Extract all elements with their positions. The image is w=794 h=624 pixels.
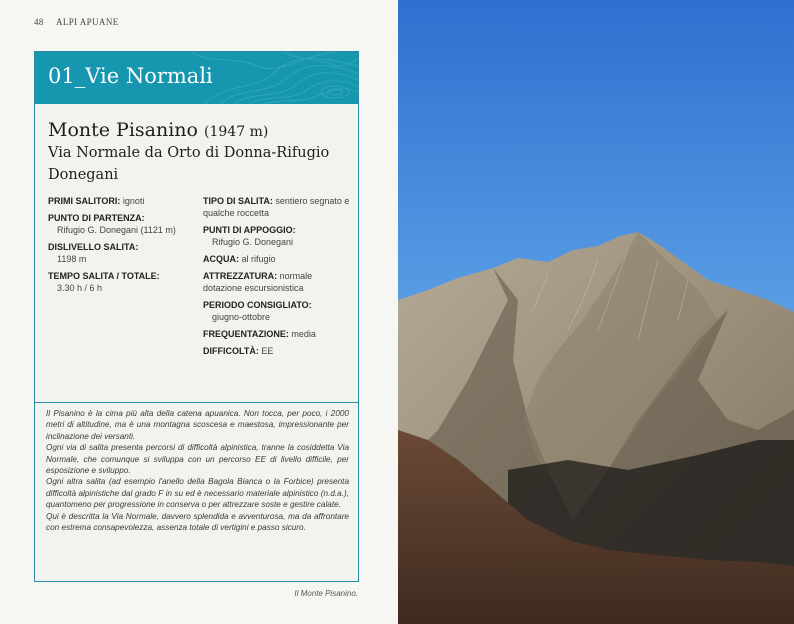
- detail-time: [48, 270, 193, 294]
- intro-paragraph: Ogni via di salita presenta percorsi di difficoltà alpinistica, tranne la cosiddetta Via Normale, che comunque si sviluppa con un percorso EE di livello difficile, per esposizione e sviluppo.: [46, 443, 349, 476]
- route-title: [48, 119, 268, 141]
- detail-label: PUNTO DI PARTENZA:: [48, 213, 145, 223]
- detail-value: EE: [261, 346, 274, 356]
- detail-value: ignoti: [122, 196, 145, 206]
- details-right: [203, 195, 353, 362]
- detail-label: TIPO DI SALITA:: [203, 196, 273, 206]
- mountain-photo: [398, 0, 794, 624]
- detail-label: TEMPO SALITA / TOTALE:: [48, 271, 160, 281]
- detail-label: DIFFICOLTÀ:: [203, 346, 259, 356]
- intro-paragraph: Ogni altra salita (ad esempio l'anello della Bagola Bianca o la Forbice) presenta difficoltà alpinistiche dal grado F in su ed è necessario materiale alpinistico (n.d.a.), quantomeno per progressione in conserva o per attrezzare soste e gestire calate.: [46, 477, 349, 510]
- intro-paragraph: Qui è descritta la Via Normale, davvero splendida e avventurosa, ma da affrontare con estrema consapevolezza, assenza totale di vertigini e passo sicuro.: [46, 511, 349, 533]
- detail-value: giugno-ottobre: [212, 312, 271, 322]
- detail-label: ATTREZZATURA:: [203, 271, 278, 281]
- running-head: [34, 17, 119, 27]
- route-subtitle: Via Normale da Orto di Donna-Rifugio Donegani: [48, 145, 330, 183]
- detail-label: PRIMI SALITORI:: [48, 196, 121, 206]
- page-number: 48: [34, 17, 44, 27]
- detail-value: Rifugio G. Donegani (1121 m): [57, 225, 176, 235]
- detail-first-ascent: [48, 195, 193, 207]
- mountain-name: Monte Pisanino: [48, 119, 198, 141]
- route-info-box: [34, 51, 359, 582]
- detail-label: FREQUENTAZIONE:: [203, 329, 289, 339]
- detail-difficulty: [203, 345, 353, 357]
- detail-water: [203, 253, 353, 265]
- detail-value: sentiero segnato e qualche roccetta: [203, 196, 350, 218]
- section-title: 01_Vie Normali: [48, 64, 213, 88]
- detail-label: ACQUA:: [203, 254, 239, 264]
- section-band: [35, 52, 358, 104]
- intro-paragraph: Il Pisanino è la cima più alta della catena apuanica. Non tocca, per poco, i 2000 metri di altitudine, ma è una montagna scoscesa e maestosa, impressionante per inclinazione dei versanti.: [46, 409, 349, 441]
- running-title: ALPI APUANE: [55, 17, 119, 27]
- detail-value: normale dotazione escursionistica: [203, 271, 313, 293]
- detail-label: PUNTI DI APPOGGIO:: [203, 225, 296, 235]
- detail-season: [203, 299, 353, 323]
- detail-value: 1198 m: [57, 254, 87, 264]
- intro-text: [46, 408, 349, 533]
- detail-value: media: [291, 329, 316, 339]
- box-divider: [35, 402, 358, 403]
- mountain-elevation: (1947 m): [204, 124, 269, 140]
- detail-value: 3.30 h / 6 h: [57, 283, 103, 293]
- detail-value: Rifugio G. Donegani: [212, 237, 294, 247]
- detail-equipment: [203, 270, 353, 294]
- detail-label: PERIODO CONSIGLIATO:: [203, 300, 312, 310]
- detail-label: DISLIVELLO SALITA:: [48, 242, 139, 252]
- detail-frequency: [203, 328, 353, 340]
- photo-caption: Il Monte Pisanino.: [294, 589, 358, 598]
- detail-elevation-gain: [48, 241, 193, 265]
- details-left: [48, 195, 193, 299]
- detail-value: al rifugio: [241, 254, 276, 264]
- detail-route-type: [203, 195, 353, 219]
- detail-support-points: [203, 224, 353, 248]
- detail-start-point: [48, 212, 193, 236]
